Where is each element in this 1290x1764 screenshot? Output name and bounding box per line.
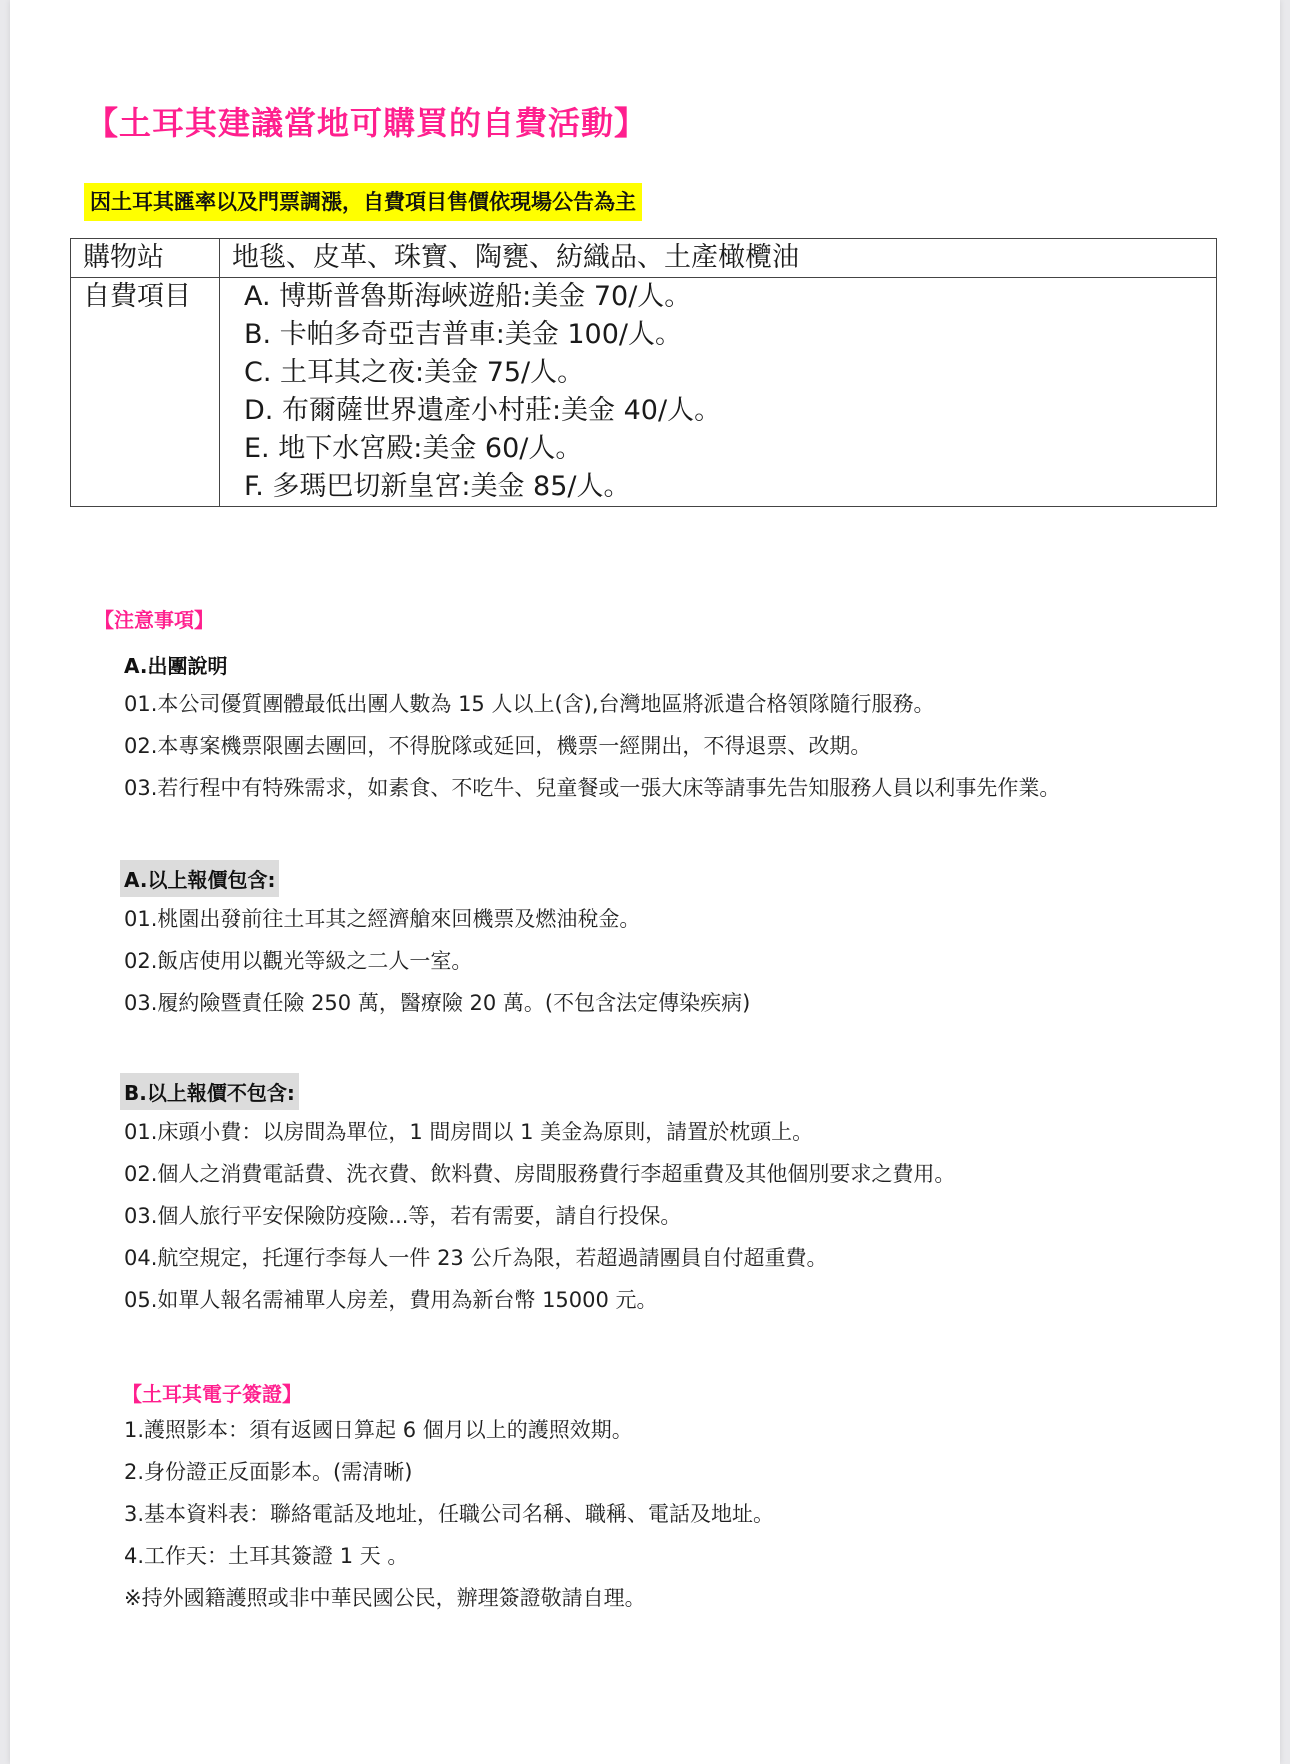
exchange-rate-notice: 因土耳其匯率以及門票調漲，自費項目售價依現場公告為主 [84, 183, 642, 221]
included-item: 01.桃園出發前往土耳其之經濟艙來回機票及燃油稅金。 [124, 907, 641, 931]
activity-item: F. 多瑪巴切新皇宮:美金 85/人。 [244, 471, 631, 502]
shopping-activities-table [70, 238, 1217, 507]
shopping-label: 購物站 [71, 239, 220, 278]
visa-item: 4.工作天：土耳其簽證 1 天 。 [124, 1544, 409, 1568]
page-title: 【土耳其建議當地可購買的自費活動】 [86, 104, 648, 142]
included-heading: A.以上報價包含: [120, 860, 279, 897]
excluded-item: 01.床頭小費：以房間為單位，1 間房間以 1 美金為原則，請置於枕頭上。 [124, 1120, 814, 1144]
departure-item: 02.本專案機票限團去團回，不得脫隊或延回，機票一經開出，不得退票、改期。 [124, 734, 872, 758]
activity-item: A. 博斯普魯斯海峽遊船:美金 70/人。 [244, 281, 692, 312]
excluded-item: 04.航空規定，托運行李每人一件 23 公斤為限，若超過請團員自付超重費。 [124, 1246, 828, 1270]
table-row-shopping [71, 239, 1217, 278]
activities-label: 自費項目 [71, 278, 220, 507]
document-page [10, 0, 1280, 1764]
activities-list [220, 278, 1217, 507]
departure-item: 03.若行程中有特殊需求，如素食、不吃牛、兒童餐或一張大床等請事先告知服務人員以利事先作業。 [124, 776, 1061, 800]
departure-heading: A.出團說明 [124, 654, 228, 678]
notes-heading: 【注意事項】 [94, 608, 214, 632]
table-row-activities [71, 278, 1217, 507]
included-item: 02.飯店使用以觀光等級之二人一室。 [124, 949, 473, 973]
departure-item: 01.本公司優質團體最低出團人數為 15 人以上(含),台灣地區將派遣合格領隊隨行服務。 [124, 692, 935, 716]
visa-item: 3.基本資料表：聯絡電話及地址，任職公司名稱、職稱、電話及地址。 [124, 1502, 775, 1526]
visa-item: ※持外國籍護照或非中華民國公民，辦理簽證敬請自理。 [124, 1586, 646, 1610]
activity-item: D. 布爾薩世界遺產小村莊:美金 40/人。 [244, 395, 722, 426]
activity-item: B. 卡帕多奇亞吉普車:美金 100/人。 [244, 319, 682, 350]
excluded-heading: B.以上報價不包含: [120, 1073, 299, 1110]
shopping-value: 地毯、皮革、珠寶、陶甕、紡織品、土產橄欖油 [220, 239, 1217, 278]
visa-heading: 【土耳其電子簽證】 [122, 1382, 302, 1406]
excluded-item: 05.如單人報名需補單人房差，費用為新台幣 15000 元。 [124, 1288, 658, 1312]
excluded-item: 03.個人旅行平安保險防疫險...等，若有需要，請自行投保。 [124, 1204, 682, 1228]
activity-item: E. 地下水宮殿:美金 60/人。 [244, 433, 583, 464]
visa-item: 1.護照影本：須有返國日算起 6 個月以上的護照效期。 [124, 1418, 633, 1442]
visa-item: 2.身份證正反面影本。(需清晰) [124, 1460, 413, 1484]
activity-item: C. 土耳其之夜:美金 75/人。 [244, 357, 585, 388]
excluded-item: 02.個人之消費電話費、洗衣費、飲料費、房間服務費行李超重費及其他個別要求之費用。 [124, 1162, 956, 1186]
included-item: 03.履約險暨責任險 250 萬，醫療險 20 萬。(不包含法定傳染疾病) [124, 991, 751, 1015]
